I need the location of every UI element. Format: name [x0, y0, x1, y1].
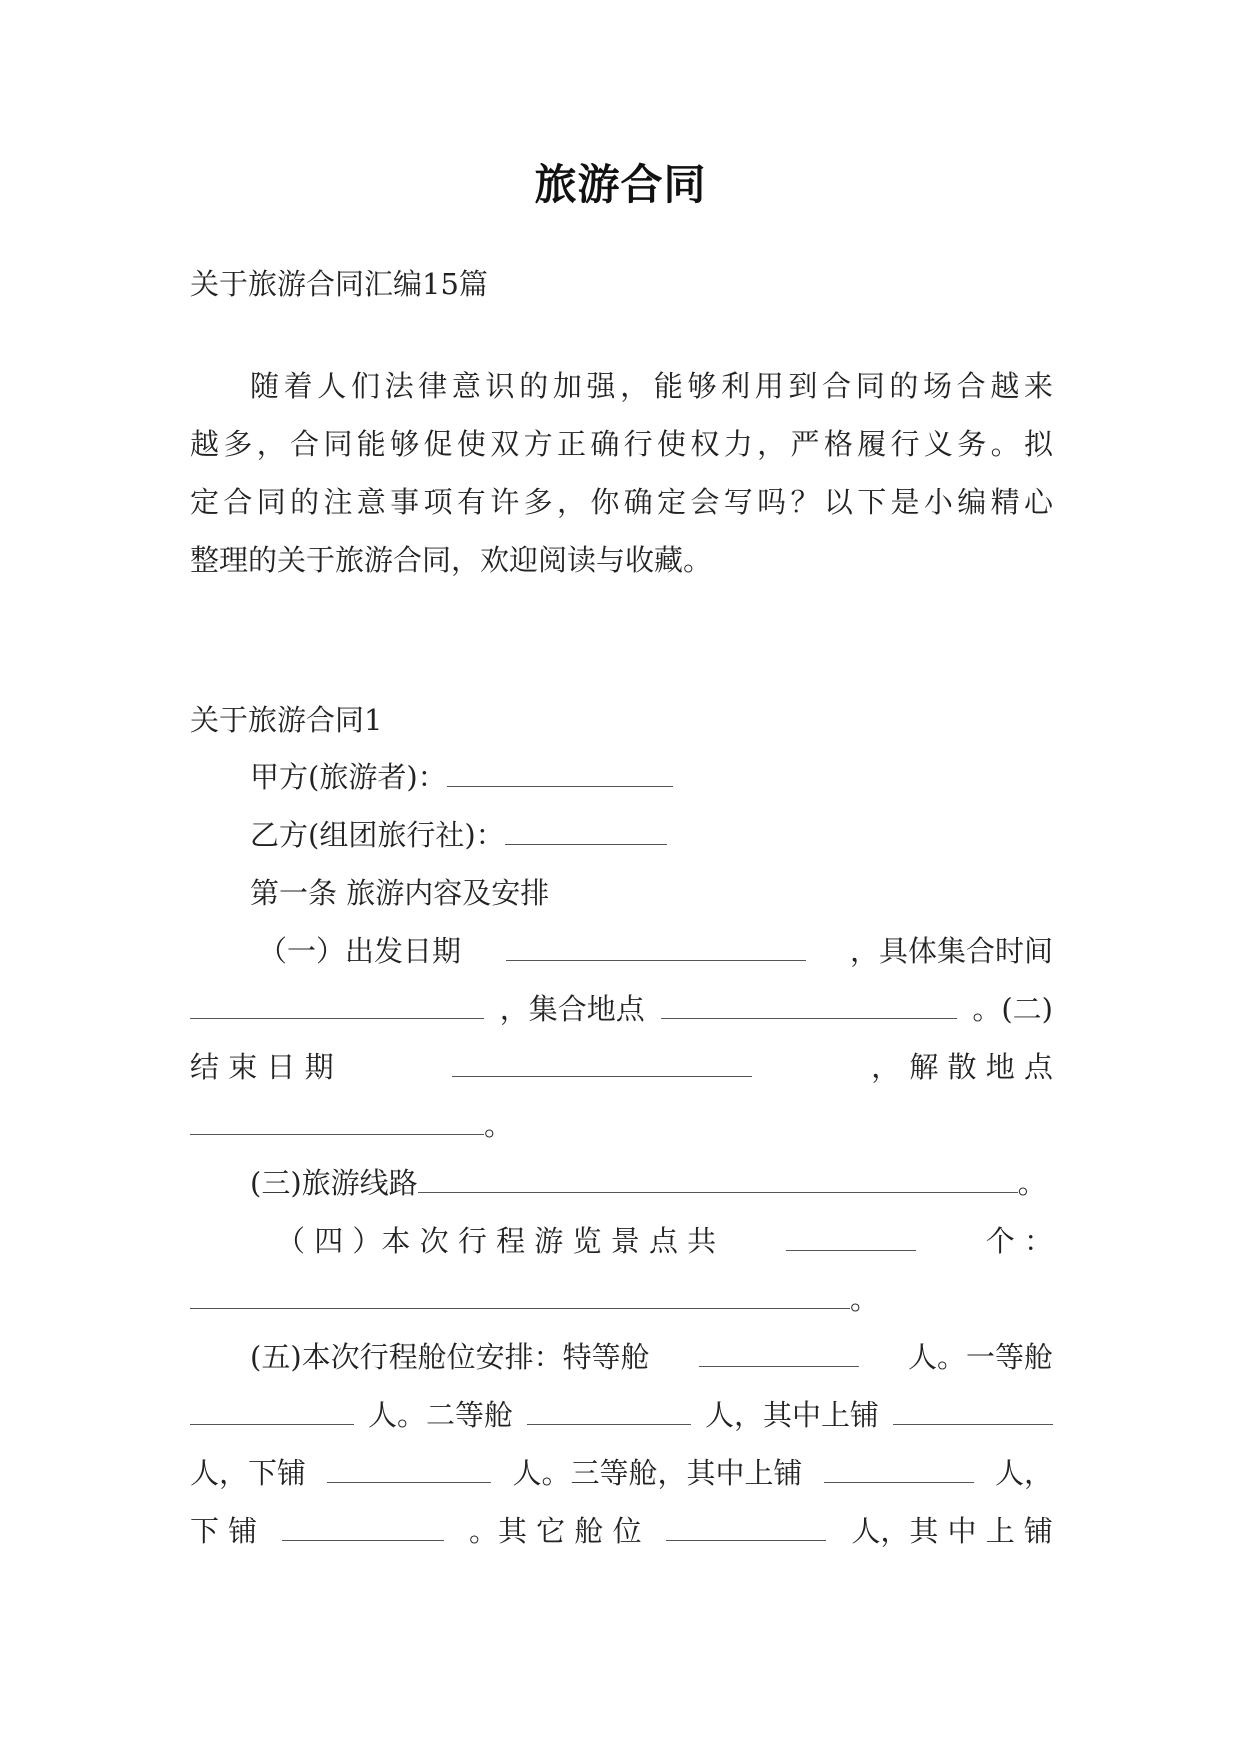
item-line-4-end: 。 — [484, 1108, 514, 1142]
third-lower-berth-blank — [282, 1512, 444, 1541]
intro-line-3: 定合同的注意事项有许多，你确定会写吗？以下是小编精心 — [190, 485, 1053, 519]
intro-line-1: 随着人们法律意识的加强，能够利用到合同的场合越来 — [250, 369, 1053, 403]
intro-line-2: 越多，合同能够促使双方正确行使权力，严格履行义务。拟 — [190, 427, 1053, 461]
other-upper-berth-label: 人，其 中 上 铺 — [851, 1514, 1053, 1548]
lower-berth-label: 人，下铺 — [190, 1456, 307, 1490]
party-b-blank — [505, 816, 667, 845]
item-line-8 — [250, 1337, 1053, 1377]
party-a-label: 甲方(旅游者)： — [250, 760, 447, 794]
party-b-line — [250, 815, 667, 855]
item-line-2 — [190, 989, 1053, 1029]
first-class-label: 人。一等舱 — [907, 1340, 1053, 1374]
end-date-blank — [452, 1048, 752, 1077]
dismissal-place-blank — [190, 1106, 484, 1135]
lower-berth-blank — [327, 1454, 491, 1483]
second-class-label: 人。二等舱 — [367, 1398, 513, 1432]
scenic-count-label: （ 四 ）本 次 行 程 游 览 景 点 共 — [276, 1224, 717, 1258]
first-class-blank — [190, 1396, 354, 1425]
third-upper-berth-unit: 人， — [994, 1456, 1053, 1490]
scenic-count-blank — [786, 1222, 916, 1251]
departure-date-blank — [506, 932, 806, 961]
route-end: 。 — [1017, 1166, 1047, 1200]
gathering-place-label: ，集合地点 — [499, 992, 645, 1026]
item-line-5 — [250, 1163, 1047, 1203]
third-class-label: 人。三等舱，其中上铺 — [512, 1456, 803, 1490]
other-cabin-blank — [666, 1512, 826, 1541]
item-line-3 — [190, 1047, 1053, 1087]
upper-berth-blank — [893, 1396, 1053, 1425]
intro-line-4: 整理的关于旅游合同，欢迎阅读与收藏。 — [190, 543, 713, 577]
article-1-heading: 第一条 旅游内容及安排 — [250, 876, 550, 910]
route-blank — [418, 1164, 1018, 1193]
scenic-count-unit: 个 ： — [985, 1224, 1053, 1258]
item-line-9 — [190, 1395, 1053, 1435]
document-subtitle: 关于旅游合同汇编15篇 — [190, 267, 488, 301]
dismissal-place-label: ， 解 散 地 点 — [871, 1050, 1053, 1084]
departure-date-label: （一）出发日期 — [258, 934, 462, 968]
item-line-7 — [190, 1279, 879, 1319]
item-line-11 — [190, 1511, 1053, 1551]
end-date-label: 结 束 日 期 — [190, 1050, 334, 1084]
scenic-list-blank — [190, 1280, 850, 1309]
party-a-line — [250, 757, 673, 797]
item-line-4 — [190, 1105, 513, 1145]
gathering-time-label: ，具体集合时间 — [849, 934, 1053, 968]
item-line-10 — [190, 1453, 1053, 1493]
other-cabin-label: 。其 它 舱 位 — [468, 1514, 642, 1548]
cabin-arrangement-label: (五)本次行程舱位安排：特等舱 — [250, 1340, 650, 1374]
section-heading: 关于旅游合同1 — [190, 703, 383, 737]
upper-berth-label: 人，其中上铺 — [704, 1398, 879, 1432]
party-a-blank — [447, 758, 673, 787]
second-class-blank — [527, 1396, 691, 1425]
gathering-time-blank — [190, 990, 484, 1019]
item-line-1 — [258, 931, 1053, 971]
gathering-place-blank — [661, 990, 957, 1019]
special-class-blank — [699, 1338, 859, 1367]
third-lower-berth-label: 下 铺 — [190, 1514, 258, 1548]
party-b-label: 乙方(组团旅行社)： — [250, 818, 505, 852]
item-line-6 — [276, 1221, 1053, 1261]
third-upper-berth-blank — [824, 1454, 974, 1483]
end-date-number: 。(二) — [972, 992, 1053, 1026]
document-title: 旅游合同 — [534, 160, 707, 209]
route-label: (三)旅游线路 — [250, 1166, 418, 1200]
item-line-7-end: 。 — [850, 1282, 880, 1316]
